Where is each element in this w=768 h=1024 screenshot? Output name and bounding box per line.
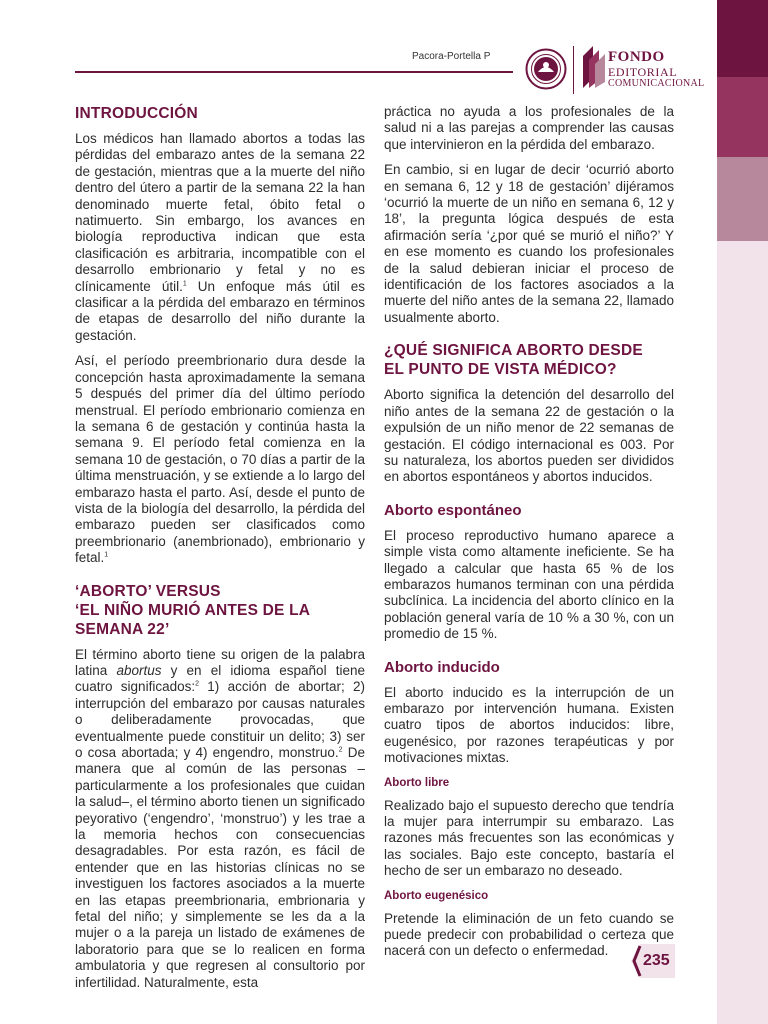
side-band-medium [717,77,768,157]
side-band-pale [717,241,768,1024]
side-band-light [717,157,768,241]
latin-term: abortus [116,662,162,678]
right-column [384,104,674,969]
paragraph: En cambio, si en lugar de decir ‘ocurrió aborto en semana 6, 12 y 18 de gestación’ dijéramos ‘ocurrió la muerte de un niño en semana 6, 12 y 18’, la pregunta lógica después de esta afirmación sería ‘¿por qué se murió el niño?’ Y en ese momento es cuando los profesionales de la salud debieran iniciar el proceso de identificación de los factores asociados a la muerte del niño antes de la semana 22, llamado usualmente aborto. [384,162,674,325]
subsection-heading-aborto-espontaneo: Aborto espontáneo [384,501,522,519]
logo-line-3: COMUNICACIONAL [608,78,705,89]
paragraph: Los médicos han llamado abortos a todas las pérdidas del embarazo antes de la semana 22 de gestación, mientras que a la muerte del niño dentro del útero a partir de la semana 22 la han denominado muerte fetal, óbito fetal o natimuerto. Sin embargo, los avances en biología reproductiva indican que esta clasificación es arbitraria, incompatible con el desarrollo embrionario y fetal y no es clínicamente útil.$^1$ Un enfoque más útil es clasificar a la pérdida del embarazo en términos de etapas de desarrollo del niño durante la gestación. [75,131,365,343]
left-column [75,104,365,1000]
minor-heading-aborto-eugenesico: Aborto eugenésico [384,889,489,902]
paragraph: práctica no ayuda a los profesionales de la salud ni a las parejas a comprender las causas que intervinieron en la pérdida del embarazo. [384,104,674,152]
heading-line-2: ‘EL NIÑO MURIÓ ANTES DE LA SEMANA 22’ [75,601,310,638]
paragraph: Pretende la eliminación de un feto cuando se puede predecir con probabilidad o certeza que nacerá con un defecto o enfermedad. [384,910,674,959]
logo-line-1: FONDO [608,49,665,65]
paragraph: El aborto inducido es la interrupción de un embarazo por intervención humana. Existen cuatro tipos de abortos inducidos: libre, eugenésico, por razones terapéuticas y por motivaciones mixtas. [384,684,674,766]
logo-divider [573,46,574,94]
section-heading-significado-medico [384,341,674,379]
header-rule [75,71,513,73]
logo-line-2: EDITORIAL [608,65,678,79]
university-seal-icon [525,48,567,90]
footnote-ref: 1 [104,551,109,559]
footnote-ref: 2 [338,746,343,754]
heading-line-1: ¿QUÉ SIGNIFICA ABORTO DESDE [384,342,643,360]
side-band-dark [717,0,768,77]
paragraph: El proceso reproductivo humano aparece a simple vista como altamente ineficiente. Se ha llegado a calcular que hasta 65 % de los embarazos humanos terminan con una pérdida subclínica. La incidencia del aborto clínico en la población general varía de 10 % a 30 %, con un promedio de 15 %. [384,527,674,642]
page-number-tab [631,944,675,978]
heading-line-1: ‘ABORTO’ VERSUS [75,582,221,600]
paragraph: Realizado bajo el supuesto derecho que tendría la mujer para interrumpir su embarazo. Las razones más frecuentes son las económicas y las sociales. Bajo este concepto, bastaría el hecho de ser un embarazo no deseado. [384,797,674,879]
footnote-ref: 2 [195,680,200,688]
footnote-ref: 1 [182,280,187,288]
paragraph: Así, el período preembrionario dura desde la concepción hasta aproximadamente la semana 5 después del primer día del último período menstrual. El período embrionario comienza en la semana 6 de gestación y continúa hasta la semana 9. El período fetal comienza en la semana 10 de gestación, o 70 días a partir de la última menstruación, y se extiende a lo largo del embarazo hasta el parto. Así, desde el punto de vista de la biología del desarrollo, la pérdida del embarazo pueden ser clasificados como preembrionario (anembrionado), embrionario y fetal.$^1$ [75,353,365,566]
running-header-author: Pacora-Portella P [412,51,491,62]
paragraph: Aborto significa la detención del desarrollo del niño antes de la semana 22 de gestación o la expulsión de un niño menor de 22 semanas de gestación. El código internacional es 003. Por su naturaleza, los abortos pueden ser divididos en abortos espontáneos y abortos inducidos. [384,387,674,485]
paragraph: El término aborto tiene su origen de la palabra latina abortus y en el idioma español tiene cuatro significados:$^2$ 1) acción de abortar; 2) interrupción del embarazo por causas naturales o deliberadamente provocadas, que eventualmente puede constituir un delito; 3) ser o cosa abortada; y 4) engendro, monstruo.$^2$ De manera que al común de las personas –particularmente a los profesionales que cuidan la salud–, el término aborto tienen un significado peyorativo (‘engendro’, ‘monstruo’) y les trae a la memoria hechos con consecuencias desagradables. Por esta razón, es fácil de entender que en las historias clínicas no se investiguen los factores asociados a la muerte en las etapas preembrionaria, embrionaria y fetal del niño; y simplemente se les da a la mujer o a la pareja un listado de exámenes de laboratorio para que se lo realicen en forma ambulatoria y que regresen al consultorio por infertilidad. Naturalmente, esta [75,646,366,990]
section-heading-introduccion: INTRODUCCIÓN [75,105,198,122]
subsection-heading-aborto-inducido: Aborto inducido [384,658,500,676]
page-number: 235 [643,952,670,969]
section-heading-aborto-versus [75,582,365,639]
fondo-editorial-logo [608,50,718,89]
heading-line-2: EL PUNTO DE VISTA MÉDICO? [384,361,617,379]
minor-heading-aborto-libre: Aborto libre [384,776,450,789]
